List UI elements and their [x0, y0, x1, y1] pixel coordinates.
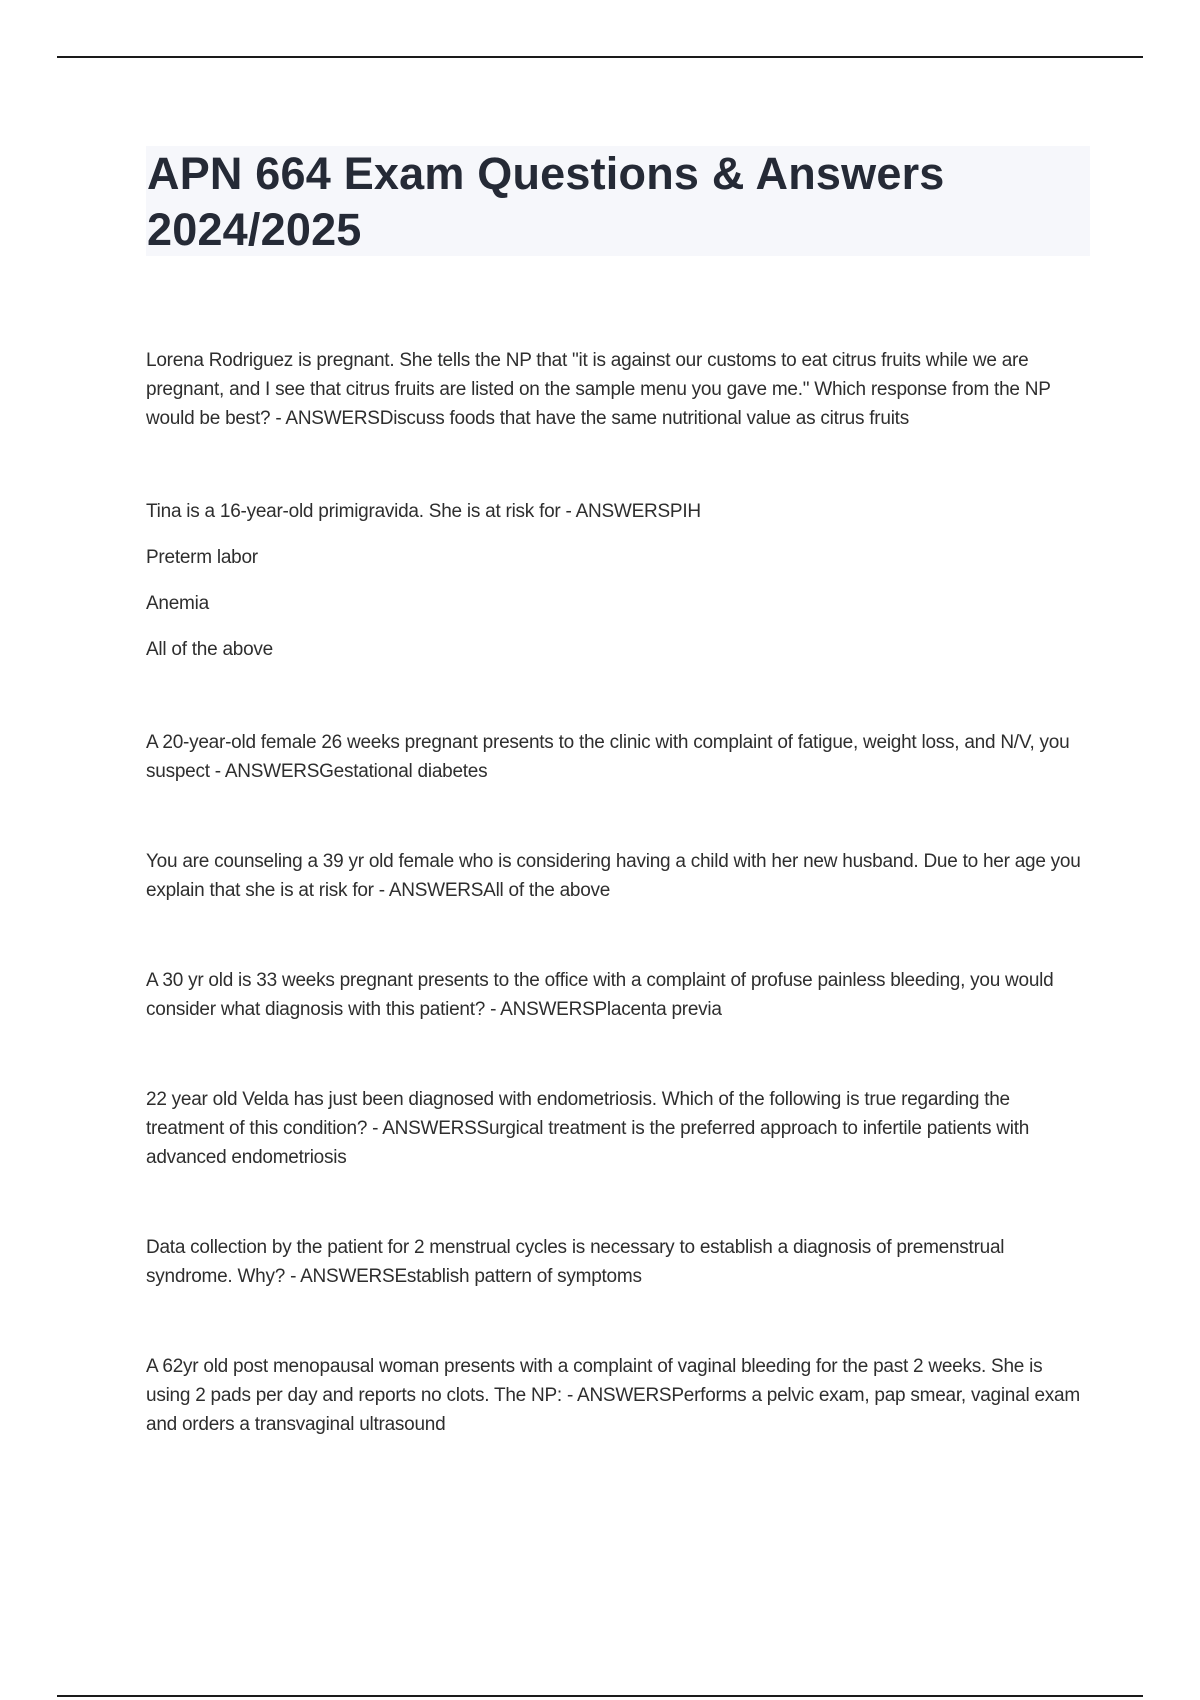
qa-item-3: A 20-year-old female 26 weeks pregnant presents to the clinic with complaint of fatigue, weight loss, and N/V, you suspect - ANSWERSGestational diabetes [146, 732, 1070, 782]
qa-item-8: A 62yr old post menopausal woman presents with a complaint of vaginal bleeding for the past 2 weeks. She is using 2 pads per day and reports no clots. The NP: - ANSWERSPerforms a pelvic exam, pap smear, vaginal exam and orders a transvaginal ultrasound [146, 1356, 1080, 1435]
title-banner [146, 146, 1090, 256]
qa-item-2-option-1: Preterm labor [146, 547, 258, 568]
qa-item-4: You are counseling a 39 yr old female who is considering having a child with her new husband. Due to her age you explain that she is at risk for - ANSWERSAll of the above [146, 851, 1081, 901]
top-divider [57, 56, 1143, 58]
qa-item-7: Data collection by the patient for 2 menstrual cycles is necessary to establish a diagnosis of premenstrual syndrome. Why? - ANSWERSEstablish pattern of symptoms [146, 1237, 1005, 1287]
qa-list [146, 346, 1091, 1439]
qa-item-2-option-3: All of the above [146, 639, 273, 660]
bottom-divider [57, 1695, 1143, 1697]
qa-item-2: Tina is a 16-year-old primigravida. She is at risk for - ANSWERSPIH [146, 501, 701, 522]
qa-item-5: A 30 yr old is 33 weeks pregnant presents to the office with a complaint of profuse painless bleeding, you would consider what diagnosis with this patient? - ANSWERSPlacenta previa [146, 970, 1054, 1020]
qa-item-1: Lorena Rodriguez is pregnant. She tells the NP that "it is against our customs to eat citrus fruits while we are pregnant, and I see that citrus fruits are listed on the sample menu you gave me." Which response from the NP would be best? - ANSWERSDiscuss foods that have the same nutritional value as citrus fruits [146, 350, 1051, 429]
qa-item-2-option-2: Anemia [146, 593, 209, 614]
page-title: APN 664 Exam Questions & Answers 2024/2025 [147, 148, 945, 255]
qa-item-6: 22 year old Velda has just been diagnosed with endometriosis. Which of the following is true regarding the treatment of this condition? - ANSWERSSurgical treatment is the preferred approach to infertile patients with advanced endometriosis [146, 1089, 1030, 1168]
